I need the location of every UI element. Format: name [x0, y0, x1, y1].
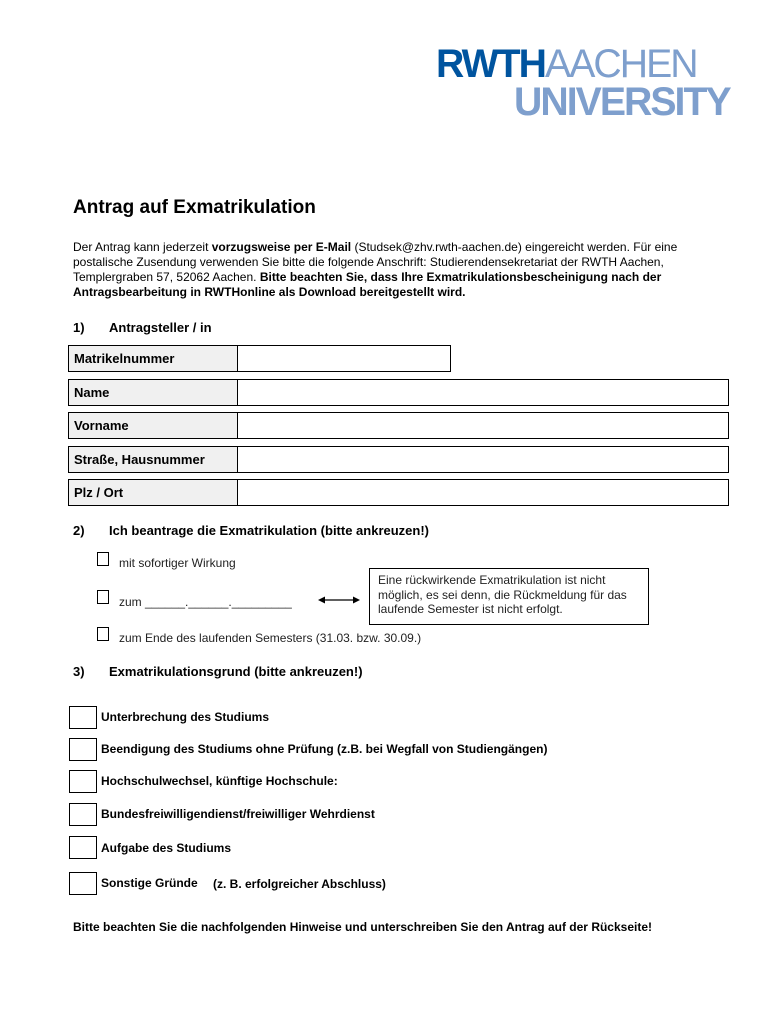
reason-freiwilligendienst-label: Bundesfreiwilligendienst/freiwilliger Wehrdienst — [101, 807, 375, 821]
rwth-logo — [436, 42, 730, 124]
plz-ort-input[interactable] — [238, 480, 728, 505]
option-datum-label: zum ______.______._________ — [119, 595, 292, 609]
option-sofort-label: mit sofortiger Wirkung — [119, 556, 236, 570]
logo-rwth: RWTH — [436, 42, 546, 86]
field-strasse — [68, 446, 729, 473]
reason-sonstige-label: Sonstige Gründe — [101, 876, 198, 890]
field-label: Vorname — [69, 413, 238, 438]
field-label: Name — [69, 380, 238, 405]
name-input[interactable] — [238, 380, 728, 405]
reason-hochschulwechsel-label: Hochschulwechsel, künftige Hochschule: — [101, 774, 338, 788]
reason-unterbrechung-label: Unterbrechung des Studiums — [101, 710, 270, 724]
reason-freiwilligendienst-checkbox[interactable] — [69, 803, 97, 826]
field-label: Matrikelnummer — [69, 346, 238, 371]
page-title: Antrag auf Exmatrikulation — [73, 197, 316, 218]
section-3-heading: 3) Exmatrikulationsgrund (bitte ankreuzen!) — [73, 664, 363, 679]
reason-aufgabe-label: Aufgabe des Studiums — [101, 841, 232, 855]
intro-text: Der Antrag kann jederzeit vorzugsweise per E-Mail (Studsek@zhv.rwth-aachen.de) eingereicht werden. Für eine postalische Zusendung verwenden Sie bitte die folgende Anschrift: Studierendensekretariat der RWTH Aachen, Templergraben 57, 52062 Aachen. Bitte beachten Sie, dass Ihre Exmatrikulationsbescheinigung nach der Antragsbearbeitung in RWTHonline als Download bereitgestellt wird. — [73, 240, 678, 299]
reason-beendigung-checkbox[interactable] — [69, 738, 97, 761]
strasse-input[interactable] — [238, 447, 728, 472]
field-name — [68, 379, 729, 406]
double-arrow-icon — [318, 594, 360, 606]
footer-notice: Bitte beachten Sie die nachfolgenden Hinweise und unterschreiben Sie den Antrag auf der Rückseite! — [73, 920, 653, 934]
field-label: Straße, Hausnummer — [69, 447, 238, 472]
logo-university: UNIVERSITY — [514, 80, 730, 124]
field-plz-ort — [68, 479, 729, 506]
retroactive-note-box: Eine rückwirkende Exmatrikulation ist nicht möglich, es sei denn, die Rückmeldung für das laufende Semester ist nicht erfolgt. — [369, 568, 649, 625]
section-2-heading: 2) Ich beantrage die Exmatrikulation (bitte ankreuzen!) — [73, 523, 430, 538]
reason-sonstige-example: (z. B. erfolgreicher Abschluss) — [213, 877, 386, 891]
field-label: Plz / Ort — [69, 480, 238, 505]
section-1-heading: 1) Antragsteller / in — [73, 320, 212, 335]
reason-unterbrechung-checkbox[interactable] — [69, 706, 97, 729]
reason-aufgabe-checkbox[interactable] — [69, 836, 97, 859]
field-vorname — [68, 412, 729, 439]
vorname-input[interactable] — [238, 413, 728, 438]
option-sofort-checkbox[interactable] — [97, 552, 109, 566]
matrikelnummer-input[interactable] — [238, 346, 450, 371]
option-semesterende-checkbox[interactable] — [97, 627, 109, 641]
logo-aachen: AACHEN — [545, 42, 697, 86]
reason-hochschulwechsel-checkbox[interactable] — [69, 770, 97, 793]
field-matrikelnummer — [68, 345, 451, 372]
option-semesterende-label: zum Ende des laufenden Semesters (31.03. bzw. 30.09.) — [119, 631, 422, 645]
reason-sonstige-checkbox[interactable] — [69, 872, 97, 895]
option-datum-checkbox[interactable] — [97, 590, 109, 604]
reason-beendigung-label: Beendigung des Studiums ohne Prüfung (z.B. bei Wegfall von Studiengängen) — [101, 742, 548, 756]
